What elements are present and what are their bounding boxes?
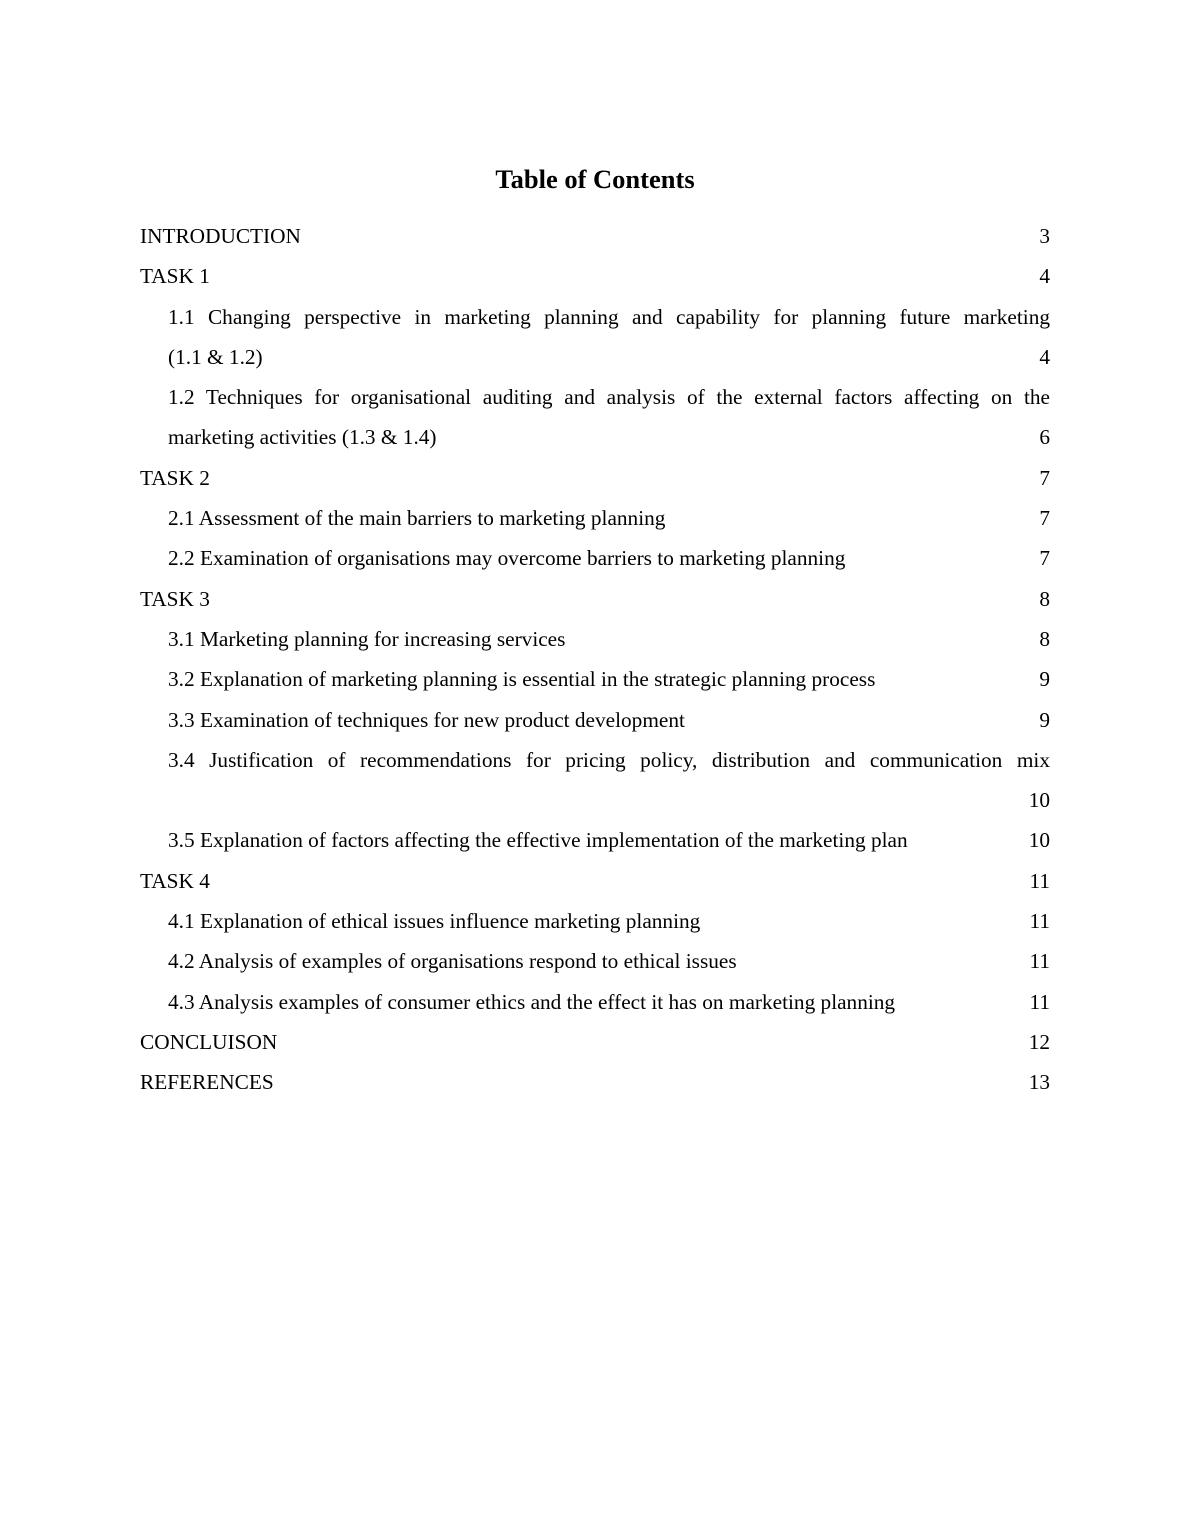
toc-entry-label: CONCLUISON: [140, 1029, 283, 1054]
toc-entry-3-4[interactable]: [168, 740, 1050, 821]
toc-page-number: 7: [1039, 546, 1050, 571]
toc-entry-3-5[interactable]: [168, 820, 1050, 860]
toc-page-number: 11: [1029, 909, 1050, 934]
toc-entry-label: 3.2 Explanation of marketing planning is essential in the strategic planning process: [168, 667, 876, 692]
toc-entry-label: TASK 3: [140, 586, 210, 611]
toc-entry-label: TASK 1: [140, 264, 210, 289]
toc-page-number: 10: [1028, 788, 1050, 813]
toc-entry-introduction[interactable]: [140, 216, 1050, 256]
toc-entry-task-2[interactable]: [140, 458, 1050, 498]
toc-page-number: 11: [1029, 949, 1050, 974]
toc-list: [140, 216, 1050, 1103]
toc-entry-label-line1: 1.2 Techniques for organisational auditing and analysis of the external factors affecting on the: [168, 385, 1050, 410]
document-page: [140, 160, 1050, 1103]
toc-entry-3-2[interactable]: [168, 659, 1050, 699]
toc-entry-task-4[interactable]: [140, 861, 1050, 901]
toc-entry-label: 4.1 Explanation of ethical issues influence marketing planning: [168, 909, 701, 934]
toc-entry-4-2[interactable]: [168, 941, 1050, 981]
toc-entry-2-1[interactable]: [168, 498, 1050, 538]
toc-title: Table of Contents: [495, 164, 695, 194]
toc-page-number: 10: [1028, 828, 1050, 853]
toc-entry-references[interactable]: [140, 1062, 1050, 1102]
toc-entry-task-1[interactable]: [140, 256, 1050, 296]
toc-page-number: 12: [1028, 1029, 1050, 1054]
toc-entry-1-1[interactable]: [168, 297, 1050, 378]
toc-page-number: 9: [1039, 707, 1050, 732]
toc-page-number: 3: [1039, 224, 1050, 248]
toc-entry-label-line1: 1.1 Changing perspective in marketing planning and capability for planning future marketing: [168, 304, 1050, 329]
toc-page-number: 11: [1029, 868, 1050, 893]
toc-entry-label: INTRODUCTION: [140, 224, 301, 248]
toc-page-number: 7: [1039, 465, 1050, 490]
toc-entry-1-2[interactable]: [168, 377, 1050, 458]
toc-entry-label: 4.3 Analysis examples of consumer ethics and the effect it has on marketing planning: [168, 989, 896, 1014]
toc-entry-label: 3.1 Marketing planning for increasing services: [168, 626, 571, 651]
toc-page-number: 4: [1039, 344, 1050, 369]
toc-page-number: 8: [1039, 626, 1050, 651]
toc-entry-label: TASK 4: [140, 868, 210, 893]
toc-page-number: 6: [1039, 425, 1050, 450]
toc-entry-label: marketing activities (1.3 & 1.4): [168, 425, 437, 450]
toc-entry-label: (1.1 & 1.2): [168, 344, 263, 369]
toc-entry-label-line1: 3.4 Justification of recommendations for pricing policy, distribution and communication mix: [168, 747, 1050, 772]
toc-entry-3-1[interactable]: [168, 619, 1050, 659]
toc-entry-label: 2.1 Assessment of the main barriers to marketing planning: [168, 506, 666, 531]
toc-entry-label: 4.2 Analysis of examples of organisations respond to ethical issues: [168, 949, 737, 974]
toc-page-number: 7: [1039, 506, 1050, 531]
toc-entry-label: 3.5 Explanation of factors affecting the effective implementation of the marketing plan: [168, 828, 908, 853]
toc-entry-label: REFERENCES: [140, 1070, 274, 1095]
toc-entry-2-2[interactable]: [168, 538, 1050, 578]
toc-page-number: 4: [1039, 264, 1050, 289]
toc-page-number: 8: [1039, 586, 1050, 611]
toc-entry-label: TASK 2: [140, 465, 210, 490]
toc-entry-label: 2.2 Examination of organisations may overcome barriers to marketing planning: [168, 546, 846, 571]
toc-entry-3-3[interactable]: [168, 700, 1050, 740]
toc-page-number: 11: [1029, 989, 1050, 1014]
toc-page-number: 13: [1028, 1070, 1050, 1095]
toc-page-number: 9: [1039, 667, 1050, 692]
toc-entry-4-3[interactable]: [168, 982, 1050, 1022]
toc-entry-label: 3.3 Examination of techniques for new product development: [168, 707, 685, 732]
toc-entry-task-3[interactable]: [140, 579, 1050, 619]
toc-entry-4-1[interactable]: [168, 901, 1050, 941]
toc-entry-conclusion[interactable]: [140, 1022, 1050, 1062]
